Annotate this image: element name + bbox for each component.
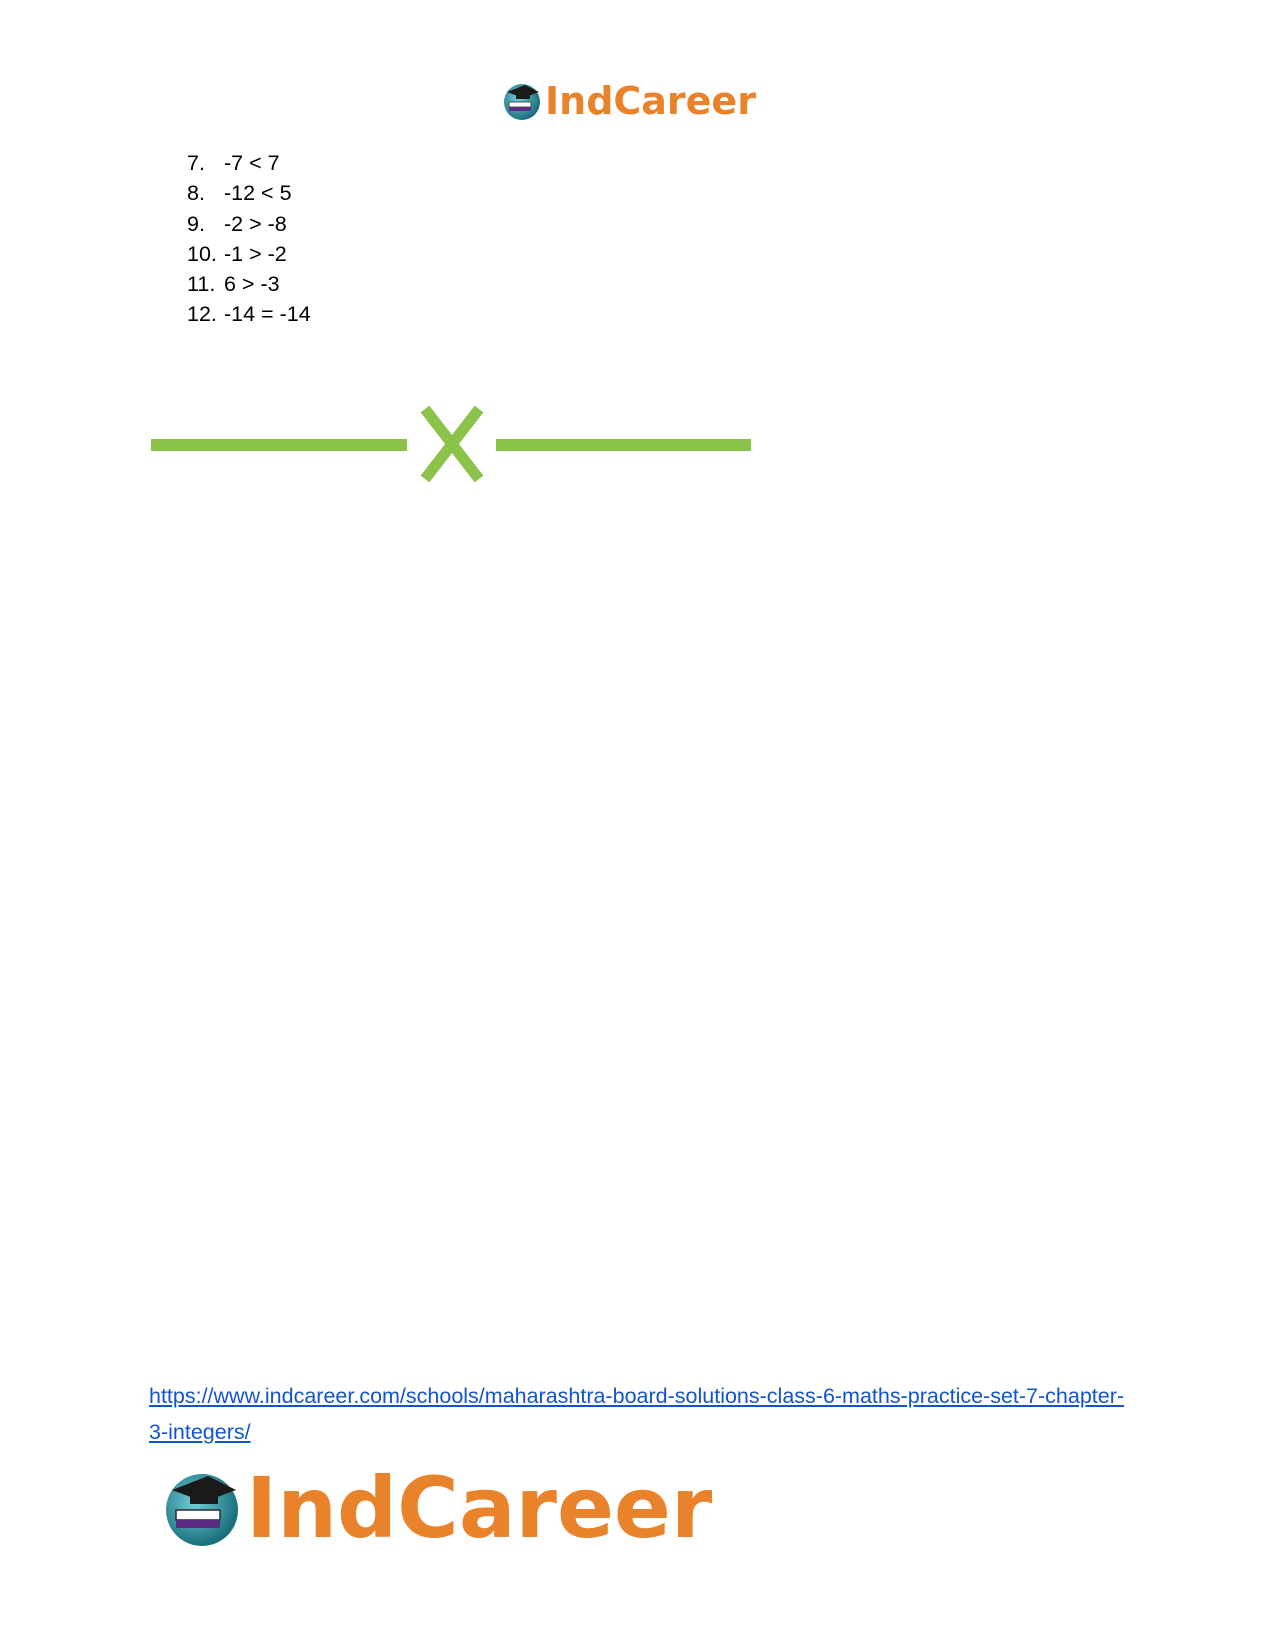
item-text: -12 < 5: [224, 181, 292, 206]
item-number: 10.: [187, 241, 217, 266]
item-text: -7 < 7: [224, 151, 280, 175]
x-divider-icon: [151, 405, 751, 483]
section-divider: [151, 405, 751, 488]
logo-wordmark: IndCareer: [246, 1459, 713, 1557]
item-text: 6 > -3: [224, 272, 280, 297]
header-logo: [501, 80, 756, 122]
item-number: 7.: [187, 151, 205, 175]
item-text: -14 = -14: [224, 302, 311, 327]
source-url-link[interactable]: https://www.indcareer.com/schools/maharashtra-board-solutions-class-6-maths-practice-set-7-chapter-3-integers/: [149, 1384, 1125, 1444]
list-item: [187, 269, 311, 299]
item-number: 12.: [187, 302, 217, 327]
graduation-cap-globe-icon: [501, 80, 543, 122]
graduation-cap-globe-icon: [160, 1466, 244, 1550]
list-item: [187, 299, 311, 329]
item-text: -2 > -8: [224, 211, 287, 236]
item-number: 9.: [187, 211, 205, 236]
list-item: [187, 148, 311, 178]
item-number: 11.: [187, 272, 216, 297]
list-item: [187, 209, 311, 239]
item-number: 8.: [187, 181, 205, 206]
footer-logo: [160, 1459, 713, 1557]
answer-list: [187, 148, 311, 330]
item-text: -1 > -2: [224, 241, 287, 266]
list-item: [187, 178, 311, 208]
logo-wordmark: IndCareer: [545, 79, 756, 123]
list-item: [187, 239, 311, 269]
